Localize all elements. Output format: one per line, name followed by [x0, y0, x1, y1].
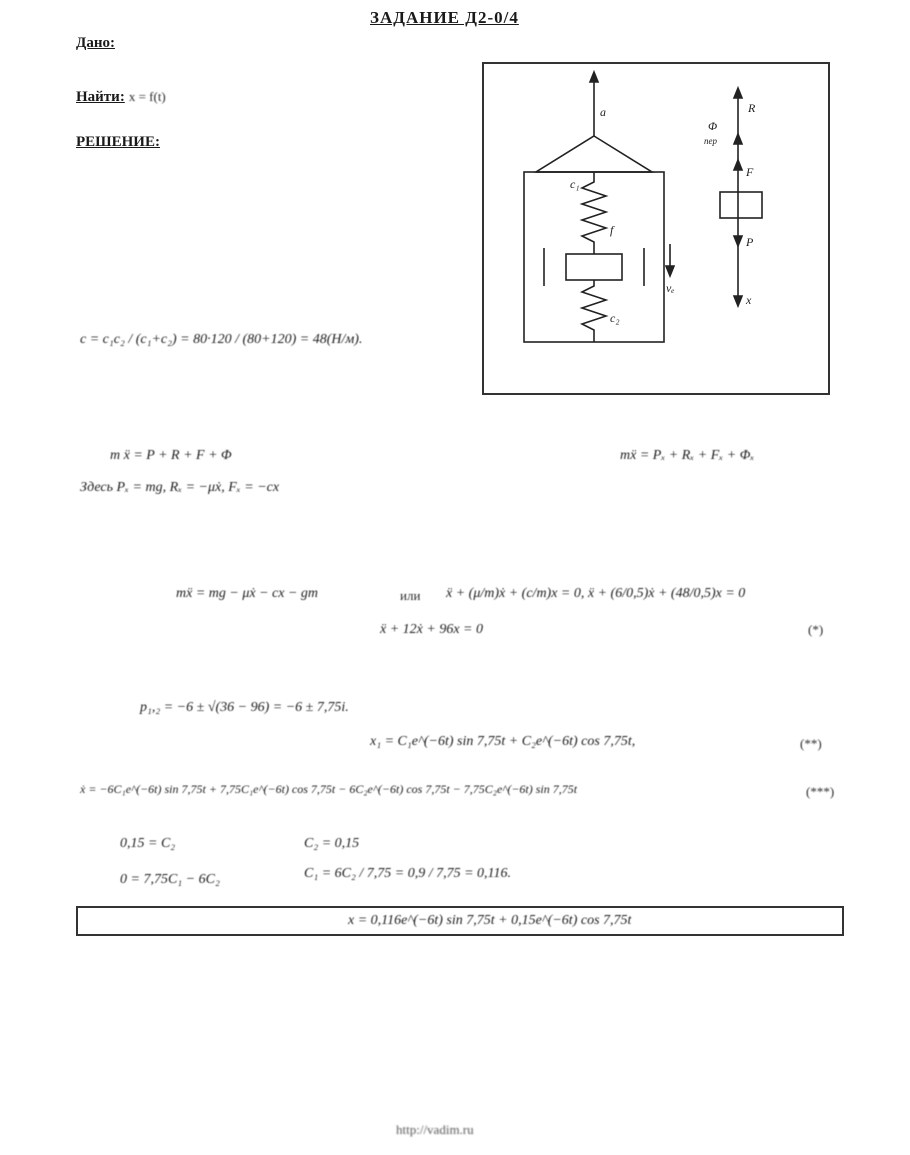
label-F: F — [746, 165, 754, 179]
condition-row1-left: 0,15 = C₂ — [120, 836, 176, 851]
final-answer-box — [76, 906, 844, 936]
label-c2: c₂ — [610, 311, 620, 325]
label-R: R — [748, 101, 756, 115]
mechanism-diagram — [484, 64, 828, 393]
find-label: Найти: — [76, 89, 125, 105]
velocity-equation: ẋ = −6C₁e^(−6t) sin 7,75t + 7,75C₁e^(−6t) cos 7,75t − 6C₂e^(−6t) cos 7,75t − 7,75C₂e^(−6t) sin 7,75t — [80, 782, 578, 796]
general-solution: x₁ = C₁e^(−6t) sin 7,75t + C₂e^(−6t) cos 7,75t, — [370, 734, 636, 749]
footer-url[interactable]: http://vadim.ru — [396, 1122, 474, 1137]
velocity-tag: (***) — [806, 784, 835, 799]
stiffness-equation: c = c₁c₂ / (c₁+c₂) = 80·120 / (80+120) = 48(Н/м). — [80, 332, 363, 347]
where-line: Здесь Pₓ = mg, Rₓ = −μẋ, Fₓ = −cx — [80, 480, 280, 495]
star-equation: ẍ + 12ẋ + 96x = 0 — [380, 622, 483, 637]
condition-row2-right: C₁ = 6C₂ / 7,75 = 0,9 / 7,75 = 0,116. — [304, 866, 511, 881]
characteristic-roots: p₁,₂ = −6 ± √(36 − 96) = −6 ± 7,75i. — [140, 700, 349, 715]
condition-row1-right: C₂ = 0,15 — [304, 836, 360, 851]
find-section — [76, 88, 166, 106]
label-a: a — [600, 105, 606, 119]
label-f: f — [610, 223, 614, 237]
general-tag: (**) — [800, 736, 822, 751]
given-section — [76, 34, 115, 52]
label-P: P — [746, 235, 754, 249]
projection-equation: mẍ = Pₓ + Rₓ + Fₓ + Φₓ — [620, 448, 755, 463]
or-word: или — [400, 588, 421, 603]
label-phi: Φ — [708, 119, 718, 133]
label-x: x — [746, 293, 752, 307]
solution-label: РЕШЕНИЕ: — [76, 134, 160, 150]
normalized-equation: ẍ + (μ/m)ẋ + (c/m)x = 0, ẍ + (6/0,5)ẋ + (48/0,5)x = 0 — [446, 586, 746, 601]
page-title: ЗАДАНИЕ Д2-0/4 — [370, 8, 519, 27]
star-tag: (*) — [808, 622, 824, 637]
label-phi-sub: пер — [704, 136, 717, 146]
condition-row2-left: 0 = 7,75C₁ − 6C₂ — [120, 872, 220, 887]
main-equation: m ẍ = P + R + F + Φ — [110, 448, 232, 463]
motion-equation: mẍ = mg − μẋ − cx − gm — [176, 586, 319, 601]
given-label: Дано: — [76, 35, 115, 51]
diagram-frame — [482, 62, 830, 395]
label-ve: vₑ — [666, 281, 675, 295]
find-text: x = f(t) — [128, 89, 166, 104]
label-c1: c₁ — [570, 177, 580, 191]
final-answer: x = 0,116e^(−6t) sin 7,75t + 0,15e^(−6t) cos 7,75t — [348, 913, 632, 928]
